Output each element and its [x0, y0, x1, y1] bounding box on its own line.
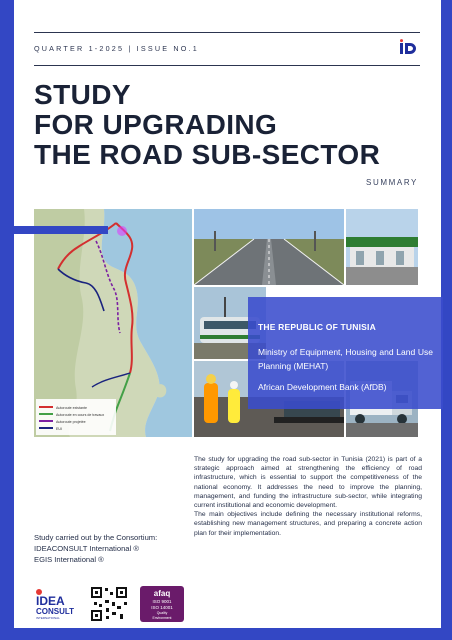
- title-line-3: THE ROAD SUB-SECTOR: [34, 139, 381, 170]
- republic-label: THE REPUBLIC OF TUNISIA: [258, 322, 376, 332]
- consortium-member-1: IDEACONSULT International ®: [34, 544, 139, 553]
- idea-logo-word: IDEA: [36, 594, 65, 608]
- afaq-environment: Environment: [152, 616, 172, 620]
- map-illustration: [34, 209, 192, 437]
- summary-body: [194, 455, 422, 538]
- toll-station-photo: [346, 209, 418, 285]
- accent-bar: [0, 226, 108, 234]
- road-network-map: [34, 209, 192, 437]
- international-logo-word: INTERNATIONAL: [36, 616, 60, 620]
- client-info-box: [248, 297, 443, 409]
- afaq-iso-14001: ISO 14001: [151, 605, 173, 610]
- legend-item-2: Autoroute en cours de travaux: [56, 413, 105, 417]
- ministry-label: Ministry of Equipment, Housing and Land Use Planning (MEHAT): [258, 347, 433, 371]
- summary-label: SUMMARY: [366, 178, 418, 187]
- legend-item-3: Autoroute projetée: [56, 420, 86, 424]
- consortium-intro: Study carried out by the Consortium:: [34, 533, 158, 542]
- afaq-iso-9001: ISO 9001: [152, 599, 172, 604]
- title-line-1: STUDY: [34, 79, 131, 110]
- qr-code-icon: [90, 586, 128, 622]
- ideaconsult-logo-icon: [34, 587, 78, 621]
- afaq-quality: Quality: [156, 611, 168, 615]
- consult-logo-word: CONSULT: [36, 607, 75, 616]
- afaq-certification-icon: [140, 586, 184, 622]
- body-paragraph-1: The study for upgrading the road sub-sector in Tunisia (2021) is part of a strategic approach aimed at strengthening the efficiency of road infrastructure, which is essential to support the competitiveness of the national economy. It addresses the need to improve the planning, management, and funding the infrastructure sub-sector, while integrating current institutional and economic development.: [194, 456, 422, 510]
- id-logo-icon: [399, 39, 419, 55]
- header-divider: [34, 65, 420, 66]
- bank-label: African Development Bank (AfDB): [258, 382, 387, 392]
- title-line-2: FOR UPGRADING: [34, 109, 278, 140]
- consortium-member-2: EGIS International ®: [34, 555, 104, 564]
- report-title: [34, 80, 414, 170]
- afaq-name: afaq: [153, 589, 171, 598]
- footer-logos: [34, 586, 184, 622]
- highway-photo: [194, 209, 344, 285]
- legend-item-4: EUI: [56, 427, 62, 431]
- consortium-block: [34, 532, 157, 565]
- issue-label: QUARTER 1-2025 | ISSUE NO.1: [34, 44, 199, 53]
- body-paragraph-2: The main objectives include defining the necessary institutional reforms, establishing new management structures, and preparing a concrete action plan for their implementation.: [194, 511, 422, 537]
- map-legend: [36, 399, 116, 435]
- top-divider: [34, 32, 420, 33]
- legend-item-1: Autoroute existante: [56, 406, 87, 410]
